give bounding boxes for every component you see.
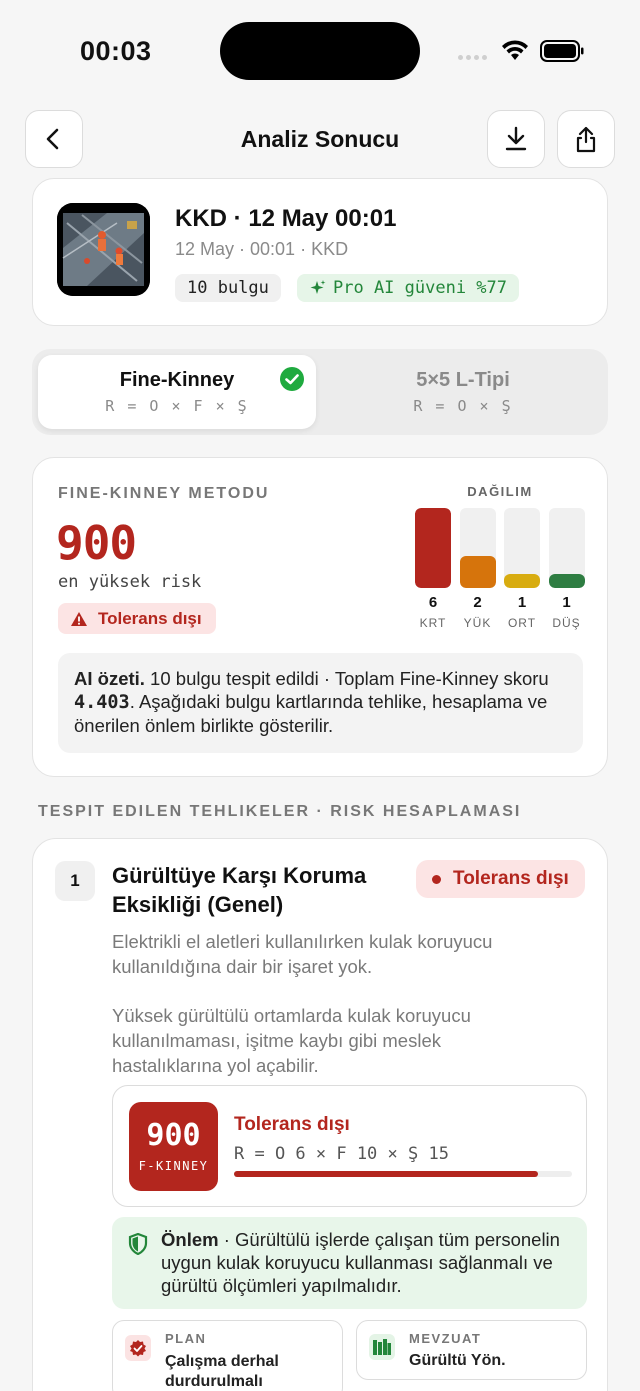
worksite-photo	[57, 203, 150, 296]
distribution-category-label: DÜŞ	[552, 616, 581, 630]
sparkle-icon	[309, 279, 327, 297]
plan-value: Çalışma derhal durdurulmalı	[165, 1353, 279, 1390]
distribution-bar-ort	[504, 508, 540, 588]
max-risk-score: 900	[56, 516, 137, 570]
findings-count-label: 10 bulgu	[187, 278, 269, 298]
verified-badge-icon	[129, 1339, 147, 1357]
regulation-label: MEVZUAT	[409, 1331, 482, 1346]
distribution-count: 6	[428, 594, 438, 611]
risk-summary-card	[32, 457, 608, 777]
distribution-count: 1	[517, 594, 527, 611]
distribution-bar-fill	[504, 574, 540, 588]
distribution-bar-fill	[460, 556, 496, 588]
risk-progress-fill	[234, 1171, 538, 1177]
hazard-impact: Yüksek gürültülü ortamlarda kulak koruyucu kullanılmaması, işitme kaybı gibi meslek hastalıklarına yol açabilir.	[112, 1005, 471, 1076]
method-label: FINE-KINNEY METODU	[58, 485, 270, 502]
regulation-tile[interactable]	[356, 1320, 587, 1380]
hazard-card	[32, 838, 608, 1391]
distribution-bar-fill	[415, 508, 451, 588]
distribution-bar-düş	[549, 508, 585, 588]
analysis-subtitle: 12 May · 00:01 · KKD	[175, 239, 349, 259]
ai-summary-text-1: 10 bulgu tespit edildi · Toplam Fine-Kinney skoru	[144, 668, 549, 689]
regulation-icon-wrap	[369, 1334, 395, 1360]
books-icon	[372, 1338, 392, 1356]
status-time: 00:03	[80, 36, 152, 66]
max-risk-caption: en yüksek risk	[58, 572, 202, 592]
distribution-count: 1	[562, 594, 571, 611]
risk-score-value: 900	[146, 1118, 201, 1153]
risk-calculation-box	[112, 1085, 587, 1207]
ai-confidence-pill	[297, 274, 519, 302]
measure-text: · Gürültülü işlerde çalışan tüm personelin uygun kulak koruyucu kullanması sağlanmalı ve gürültü ölçümleri yapılmalıdır.	[161, 1229, 560, 1296]
download-icon	[504, 126, 528, 152]
tab-fine-kinney-title: Fine-Kinney	[119, 369, 235, 391]
distribution-category-label: YÜK	[463, 616, 492, 630]
hazard-title: Gürültüye Karşı Koruma Eksikliği (Genel)	[112, 863, 367, 917]
tolerance-badge	[58, 603, 216, 634]
tolerance-badge-label: Tolerans dışı	[98, 608, 202, 628]
hazard-status-badge	[416, 860, 585, 898]
tab-5x5-formula: R = O × Ş	[413, 397, 513, 415]
selected-check-icon	[280, 367, 304, 391]
ai-summary-text-2: . Aşağıdaki bulgu kartlarında tehlike, hesaplama ve önerilen önlem birlikte gösterilir.	[74, 691, 548, 736]
analysis-photo-thumbnail[interactable]	[57, 203, 150, 296]
distribution-bar-krt	[415, 508, 451, 588]
hazard-index: 1	[55, 861, 95, 901]
download-button[interactable]	[487, 110, 545, 168]
plan-icon-wrap	[125, 1335, 151, 1361]
status-dot-icon	[432, 875, 441, 884]
preventive-measure-box	[112, 1217, 587, 1309]
distribution-count: 2	[473, 594, 482, 611]
analysis-title: KKD · 12 May 00:01	[175, 205, 397, 232]
warning-icon	[70, 611, 88, 627]
dynamic-island	[220, 22, 420, 80]
ai-summary-total: 4.403	[74, 692, 130, 713]
distribution-bar-fill	[549, 574, 585, 588]
navigation-bar	[0, 110, 640, 170]
wifi-icon	[500, 38, 530, 62]
risk-progress-track	[234, 1171, 572, 1177]
tab-fine-kinney-formula: R = O × F × Ş	[105, 397, 249, 415]
measure-text-block	[161, 1228, 571, 1297]
distribution-category-label: KRT	[419, 616, 447, 630]
cellular-signal-icon	[458, 55, 487, 60]
page-title: Analiz Sonucu	[240, 126, 400, 152]
method-segmented-control	[32, 349, 608, 435]
regulation-value: Gürültü Yön.	[409, 1352, 506, 1369]
analysis-header-card	[32, 178, 608, 326]
tab-5x5-l-tipi[interactable]	[324, 355, 602, 429]
measure-title: Önlem	[161, 1229, 219, 1250]
ai-confidence-label: Pro AI güveni %77	[333, 278, 507, 298]
risk-status: Tolerans dışı	[234, 1114, 350, 1135]
risk-distribution-chart	[415, 458, 585, 648]
ai-summary-title: AI özeti.	[74, 668, 145, 689]
findings-count-pill	[175, 274, 281, 302]
share-button[interactable]	[557, 110, 615, 168]
plan-label: PLAN	[165, 1331, 207, 1346]
hazards-section-title: TESPIT EDILEN TEHLIKELER · RISK HESAPLAMASI	[38, 803, 522, 820]
tab-fine-kinney[interactable]	[38, 355, 316, 429]
distribution-category-label: ORT	[507, 616, 537, 630]
hazard-observation: Elektrikli el aletleri kullanılırken kulak koruyucu kullanıldığına dair bir işaret yok.	[112, 931, 493, 977]
share-icon	[574, 125, 598, 153]
hazard-status-label: Tolerans dışı	[453, 868, 569, 889]
plan-tile[interactable]	[112, 1320, 343, 1391]
risk-score-tile	[129, 1102, 218, 1191]
risk-method-label: F-KINNEY	[138, 1159, 209, 1173]
ai-summary-box	[58, 653, 583, 753]
distribution-label: DAĞILIM	[467, 484, 533, 499]
battery-icon	[540, 40, 584, 62]
tab-5x5-title: 5×5 L-Tipi	[416, 369, 510, 391]
status-bar	[0, 0, 640, 100]
distribution-bar-yük	[460, 508, 496, 588]
shield-icon	[128, 1233, 148, 1255]
risk-formula: R = O 6 × F 10 × Ş 15	[234, 1144, 449, 1164]
